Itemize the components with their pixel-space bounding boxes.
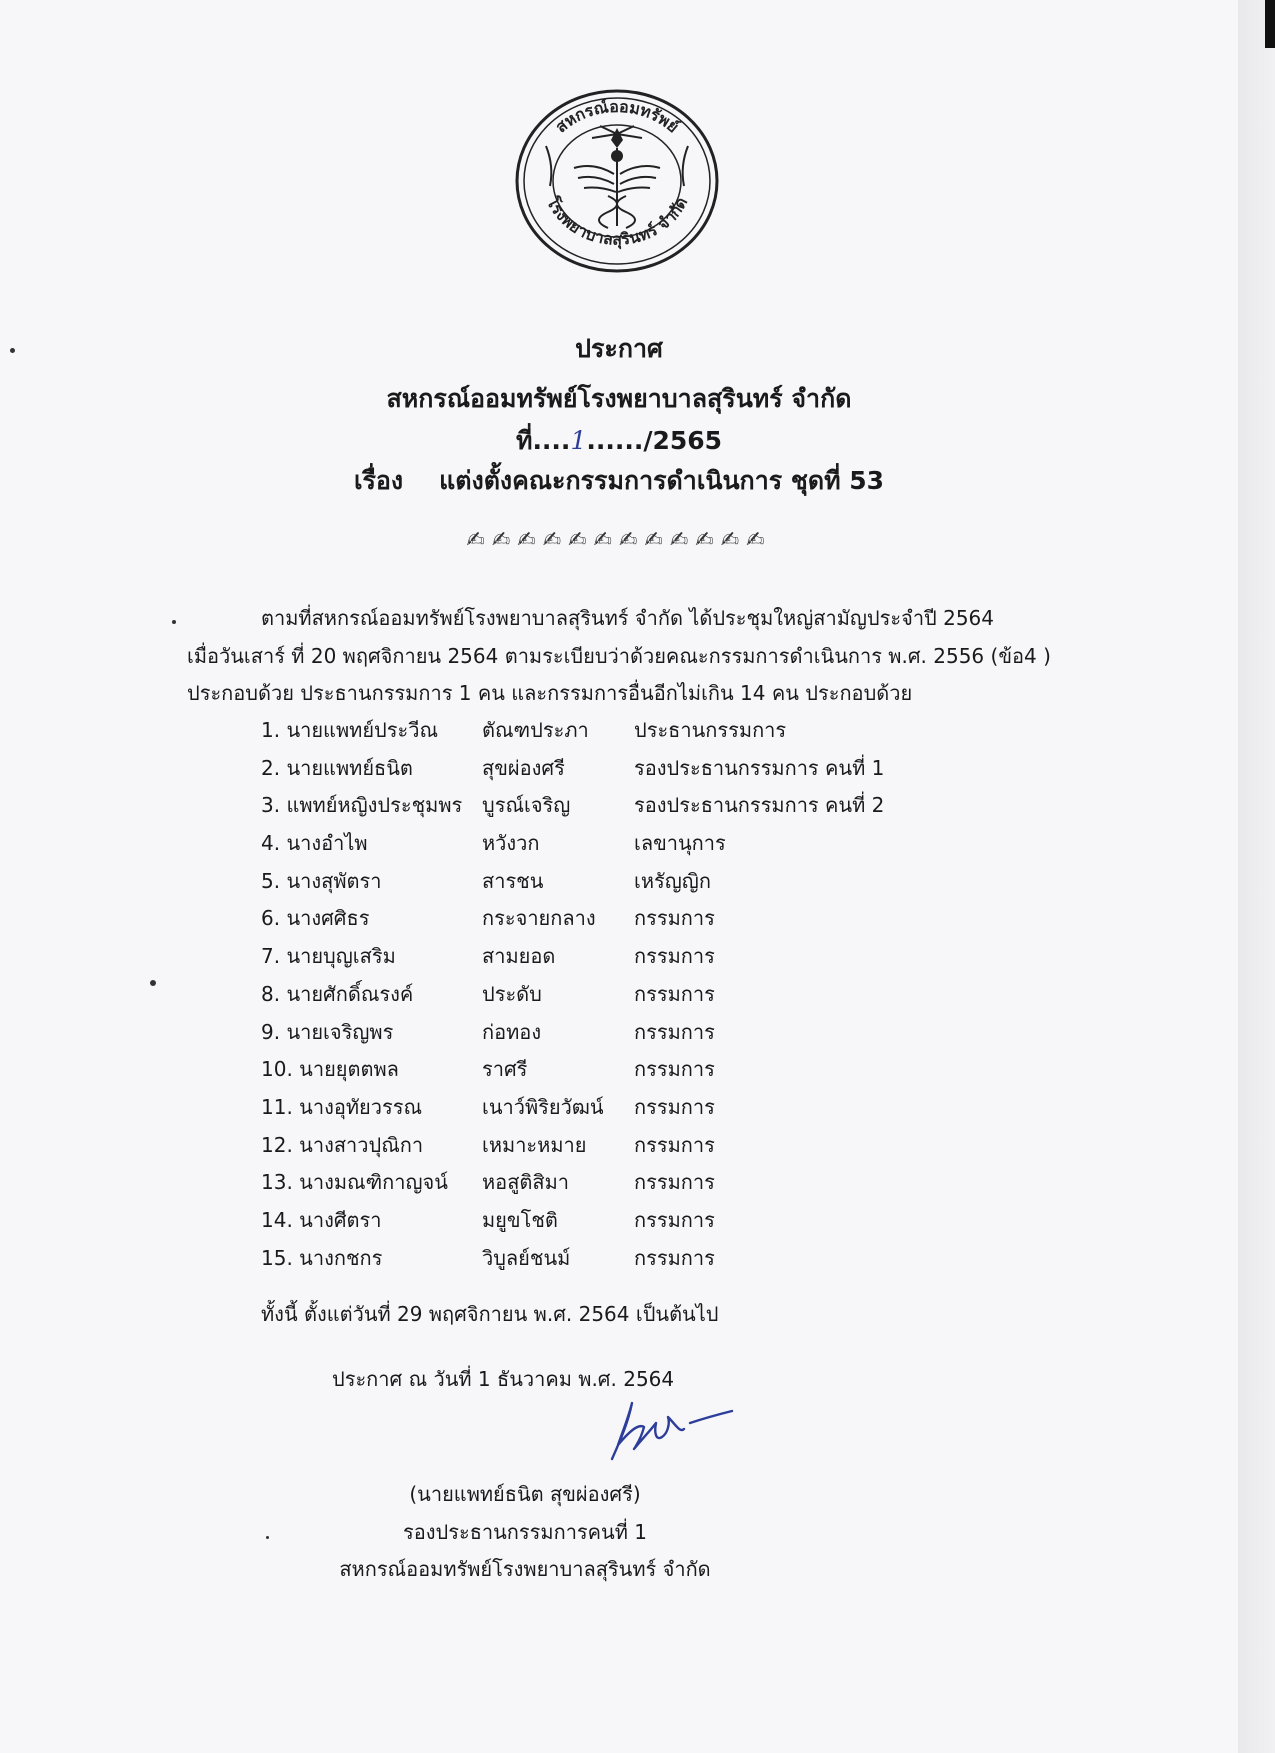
member-name: 8. นายศักดิ์ณรงค์ xyxy=(261,981,414,1006)
subject-text: แต่งตั้งคณะกรรมการดำเนินการ ชุดที่ 53 xyxy=(439,466,885,495)
scan-edge xyxy=(1238,0,1275,1753)
member-surname: มยูขโชติ xyxy=(482,1207,558,1232)
announcement-number xyxy=(0,421,1238,461)
subject-label: เรื่อง xyxy=(353,466,404,495)
announcement-date: ประกาศ ณ วันที่ 1 ธันวาคม พ.ศ. 2564 xyxy=(332,1367,675,1391)
member-name: 14. นางศีตรา xyxy=(261,1207,382,1232)
member-role: เหรัญญิก xyxy=(634,868,711,893)
body-line-2: เมื่อวันเสาร์ ที่ 20 พฤศจิกายน 2564 ตามระเบียบว่าด้วยคณะกรรมการดำเนินการ พ.ศ. 2556 (ข้อ4 ) xyxy=(187,644,1051,668)
number-year: /2565 xyxy=(643,426,723,455)
member-name: 5. นางสุพัตรา xyxy=(261,868,382,893)
handwritten-signature xyxy=(598,1393,738,1465)
member-role: กรรมการ xyxy=(634,944,715,969)
member-role: รองประธานกรรมการ คนที่ 1 xyxy=(634,755,885,780)
subject-line xyxy=(0,461,1238,501)
member-surname: บูรณ์เจริญ xyxy=(482,793,571,818)
member-role: กรรมการ xyxy=(634,906,715,931)
scan-speck xyxy=(150,980,156,986)
member-surname: เหมาะหมาย xyxy=(482,1132,587,1157)
member-surname: ก่อทอง xyxy=(482,1019,542,1044)
signatory-organization: สหกรณ์ออมทรัพย์โรงพยาบาลสุรินทร์ จำกัด xyxy=(339,1557,711,1581)
member-surname: วิบูลย์ชนม์ xyxy=(482,1245,571,1270)
member-name: 12. นางสาวปุณิกา xyxy=(261,1132,424,1157)
member-surname: ตัณฑประภา xyxy=(482,718,589,742)
member-role: กรรมการ xyxy=(634,1170,715,1195)
member-role: กรรมการ xyxy=(634,1019,715,1044)
member-name: 3. แพทย์หญิงประชุมพร xyxy=(261,793,463,818)
number-dots-before: .... xyxy=(532,426,571,455)
member-surname: สุขผ่องศรี xyxy=(482,755,565,780)
effective-date: ทั้งนี้ ตั้งแต่วันที่ 29 พฤศจิกายน พ.ศ. 2564 เป็นต้นไป xyxy=(261,1302,719,1326)
scan-speck xyxy=(172,620,176,624)
pen-ornament-divider: ✍✍✍✍✍✍✍✍✍✍✍✍ xyxy=(466,528,772,553)
member-role: เลขานุการ xyxy=(634,831,726,856)
member-name: 6. นางศศิธร xyxy=(261,906,370,931)
member-role: กรรมการ xyxy=(634,1094,715,1119)
svg-text:สหกรณ์ออมทรัพย์: สหกรณ์ออมทรัพย์ xyxy=(551,96,683,137)
number-handwritten: 1 xyxy=(570,426,587,455)
member-name: 11. นางอุทัยวรรณ xyxy=(261,1094,423,1119)
member-role: กรรมการ xyxy=(634,1207,715,1232)
member-role: กรรมการ xyxy=(634,1245,715,1270)
member-role: กรรมการ xyxy=(634,1057,715,1082)
member-name: 4. นางอำไพ xyxy=(261,831,368,856)
number-prefix: ที่ xyxy=(515,426,533,455)
member-surname: กระจายกลาง xyxy=(482,906,596,931)
scan-speck xyxy=(266,1536,269,1539)
member-name: 2. นายแพทย์ธนิต xyxy=(261,755,413,780)
member-name: 10. นายยุตตพล xyxy=(261,1057,399,1082)
member-surname: สามยอด xyxy=(482,944,556,969)
body-line-3: ประกอบด้วย ประธานกรรมการ 1 คน และกรรมการอื่นอีกไม่เกิน 14 คน ประกอบด้วย xyxy=(187,681,913,705)
member-role: กรรมการ xyxy=(634,1132,715,1157)
member-role: กรรมการ xyxy=(634,981,715,1006)
scan-speck xyxy=(10,348,15,353)
signatory-position: รองประธานกรรมการคนที่ 1 xyxy=(403,1520,647,1544)
member-name: 15. นางกชกร xyxy=(261,1245,383,1270)
member-surname: หอสูติสิมา xyxy=(482,1170,570,1195)
member-name: 1. นายแพทย์ประวีณ xyxy=(261,718,439,742)
member-surname: ราศรี xyxy=(482,1057,528,1082)
member-name: 7. นายบุญเสริม xyxy=(261,944,396,969)
signatory-name: (นายแพทย์ธนิต สุขผ่องศรี) xyxy=(409,1482,641,1506)
member-name: 9. นายเจริญพร xyxy=(261,1019,394,1044)
organization-name: สหกรณ์ออมทรัพย์โรงพยาบาลสุรินทร์ จำกัด xyxy=(386,384,852,413)
cooperative-seal-logo xyxy=(512,86,722,276)
svg-text:โรงพยาบาลสุรินทร์ จำกัด: โรงพยาบาลสุรินทร์ จำกัด xyxy=(542,193,692,249)
member-surname: สารชน xyxy=(482,868,544,893)
member-surname: หวังวก xyxy=(482,831,540,856)
member-role: รองประธานกรรมการ คนที่ 2 xyxy=(634,793,885,818)
member-surname: เนาว์พิริยวัฒน์ xyxy=(482,1094,604,1119)
announcement-title: ประกาศ xyxy=(575,334,663,363)
member-surname: ประดับ xyxy=(482,981,542,1006)
body-line-1: ตามที่สหกรณ์ออมทรัพย์โรงพยาบาลสุรินทร์ จำกัด ได้ประชุมใหญ่สามัญประจำปี 2564 xyxy=(261,606,995,630)
member-name: 13. นางมณฑิกาญจน์ xyxy=(261,1170,448,1195)
scan-edge-mark xyxy=(1265,0,1275,48)
number-dots-after: ...... xyxy=(586,426,644,455)
member-role: ประธานกรรมการ xyxy=(634,718,787,742)
